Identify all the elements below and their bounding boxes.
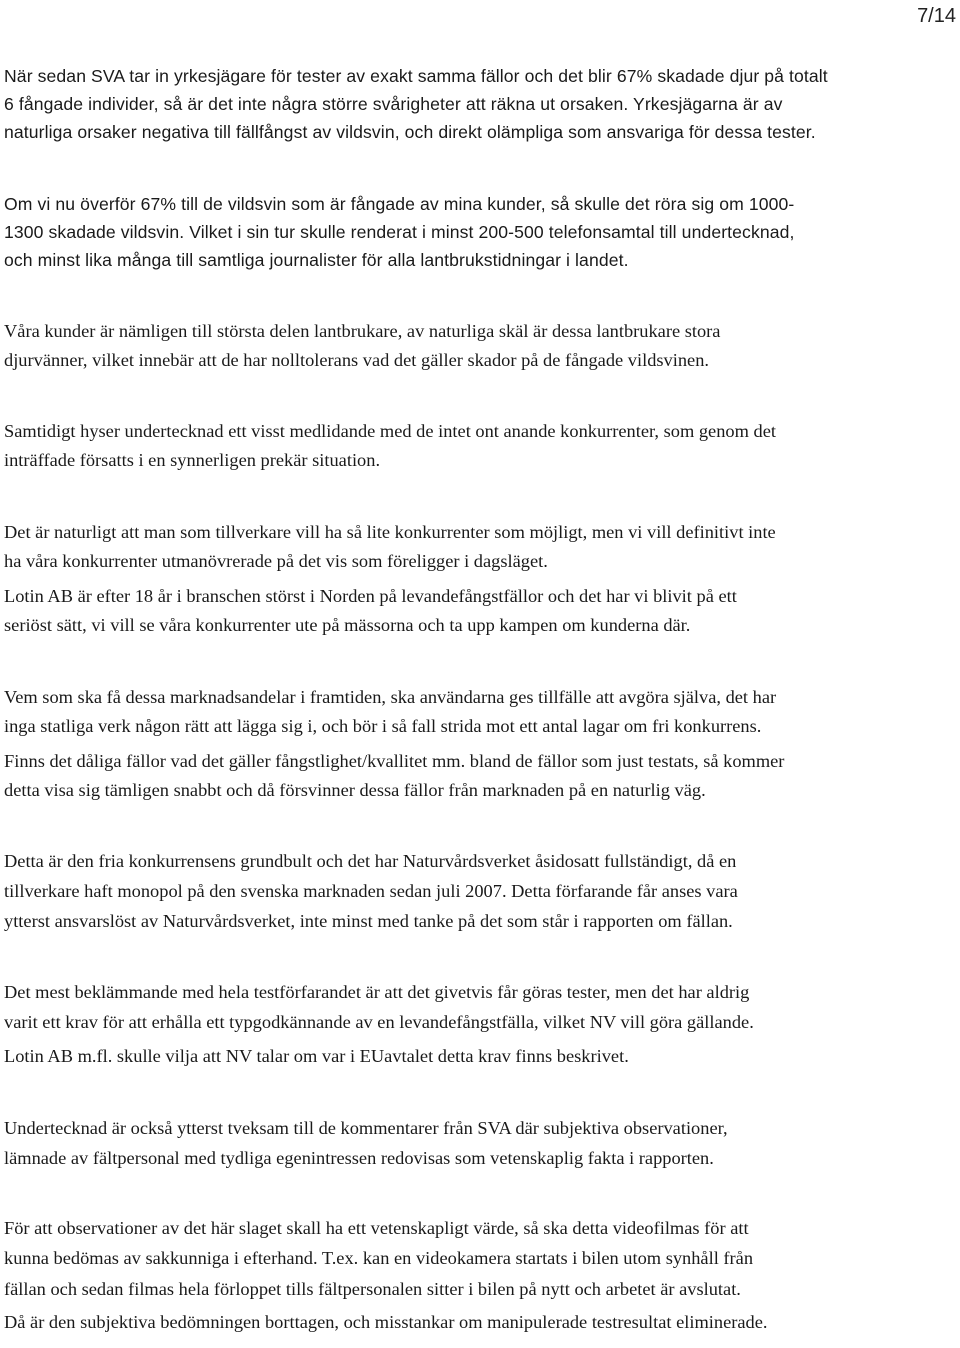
paragraph-6-line-2: seriöst sätt, vi vill se våra konkurrenter ute på mässorna och ta upp kampen om kunderna där. xyxy=(4,615,691,635)
paragraph-13-line-2: kunna bedömas av sakkunniga i efterhand. T.ex. kan en videokamera startats i bilen utom synhåll från xyxy=(4,1248,754,1268)
paragraph-12-line-2: lämnade av fältpersonal med tydliga egenintressen redovisas som vetenskaplig fakta i rapporten. xyxy=(4,1148,714,1168)
paragraph-5-line-2: ha våra konkurrenter utmanövrerade på det vis som föreligger i dagsläget. xyxy=(4,551,548,571)
paragraph-10-line-1: Det mest beklämmande med hela testförfarandet är att det givetvis får göras tester, men det har aldrig xyxy=(4,982,750,1002)
page-number: 7/14 xyxy=(917,5,956,27)
paragraph-8-line-1: Finns det dåliga fällor vad det gäller fångstlighet/kvallitet mm. bland de fällor som just testats, så kommer xyxy=(4,751,785,771)
paragraph-3-line-1: Våra kunder är nämligen till största delen lantbrukare, av naturliga skäl är dessa lantbrukare stora xyxy=(4,321,721,341)
paragraph-13-line-1: För att observationer av det här slaget skall ha ett vetenskapligt värde, så ska detta videofilmas för att xyxy=(4,1218,749,1238)
paragraph-6-line-1: Lotin AB är efter 18 år i branschen störst i Norden på levandefångstfällor och det har vi blivit på ett xyxy=(4,586,737,606)
paragraph-9-line-1: Detta är den fria konkurrensens grundbult och det har Naturvårdsverket åsidosatt fullständigt, då en xyxy=(4,851,737,871)
paragraph-13-line-3: fällan och sedan filmas hela förloppet tills fältpersonalen sitter i bilen på nytt och arbetet är avslutat. xyxy=(4,1279,741,1299)
paragraph-9-line-2: tillverkare haft monopol på den svenska marknaden sedan juli 2007. Detta förfarande får anses vara xyxy=(4,881,738,901)
paragraph-12-line-1: Undertecknad är också ytterst tveksam till de kommentarer från SVA där subjektiva observationer, xyxy=(4,1118,728,1138)
paragraph-10-line-2: varit ett krav för att erhålla ett typgodkännande av en levandefångstfälla, vilket NV vill göra gällande. xyxy=(4,1012,754,1032)
paragraph-9-line-3: ytterst ansvarslöst av Naturvårdsverket, inte minst med tanke på det som står i rapporten om fällan. xyxy=(4,911,733,931)
paragraph-11-line-1: Lotin AB m.fl. skulle vilja att NV talar om var i EUavtalet detta krav finns beskrivet. xyxy=(4,1046,629,1066)
paragraph-2-line-3: och minst lika många till samtliga journalister för alla lantbrukstidningar i landet. xyxy=(4,250,629,270)
paragraph-14-line-1: Då är den subjektiva bedömningen borttagen, och misstankar om manipulerade testresultat eliminerade. xyxy=(4,1312,768,1332)
paragraph-3-line-2: djurvänner, vilket innebär att de har nolltolerans vad det gäller skador på de fångade vildsvinen. xyxy=(4,350,710,370)
paragraph-7-line-2: inga statliga verk någon rätt att lägga sig i, och bör i så fall strida mot ett antal lagar om fri konkurrens. xyxy=(4,716,762,736)
paragraph-1-line-2: 6 fångade individer, så är det inte några större svårigheter att räkna ut orsaken. Yrkesjägarna är av xyxy=(4,94,783,114)
paragraph-8-line-2: detta visa sig tämligen snabbt och då försvinner dessa fällor från marknaden på en naturlig väg. xyxy=(4,780,706,800)
paragraph-7-line-1: Vem som ska få dessa marknadsandelar i framtiden, ska användarna ges tillfälle att avgöra själva, det har xyxy=(4,687,777,707)
paragraph-1-line-1: När sedan SVA tar in yrkesjägare för tester av exakt samma fällor och det blir 67% skadade djur på totalt xyxy=(4,66,828,86)
paragraph-4-line-1: Samtidigt hyser undertecknad ett visst medlidande med de intet ont anande konkurrenter, som genom det xyxy=(4,421,776,441)
paragraph-2-line-1: Om vi nu överför 67% till de vildsvin som är fångade av mina kunder, så skulle det röra sig om 1000- xyxy=(4,194,795,214)
paragraph-5-line-1: Det är naturligt att man som tillverkare vill ha så lite konkurrenter som möjligt, men vi vill definitivt inte xyxy=(4,522,776,542)
paragraph-4-line-2: inträffade försatts i en synnerligen prekär situation. xyxy=(4,450,381,470)
paragraph-1-line-3: naturliga orsaker negativa till fällfångst av vildsvin, och direkt olämpliga som ansvariga för dessa tester. xyxy=(4,122,816,142)
paragraph-2-line-2: 1300 skadade vildsvin. Vilket i sin tur skulle renderat i minst 200-500 telefonsamtal till undertecknad, xyxy=(4,222,795,242)
